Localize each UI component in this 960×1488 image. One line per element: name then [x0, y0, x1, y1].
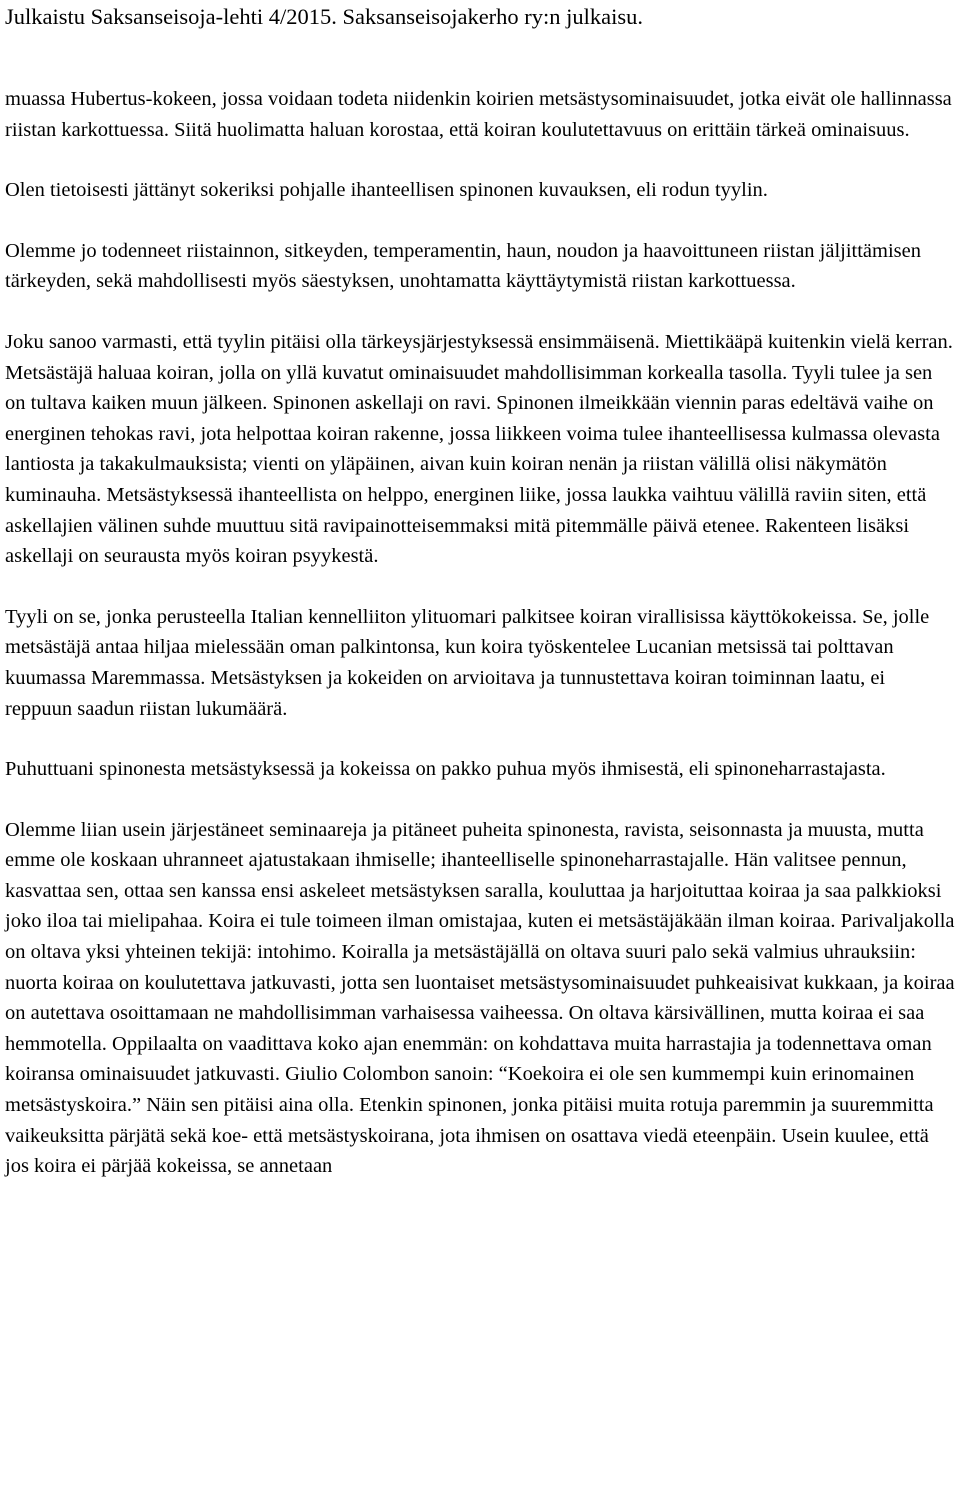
paragraph-3: Olemme jo todenneet riistainnon, sitkeyden, temperamentin, haun, noudon ja haavoittuneen riistan jäljittämisen tärkeyden, sekä mahdollisesti myös säestyksen, unohtamatta käyttäytymistä riistan karkottuessa. [5, 239, 922, 293]
paragraph-7: Olemme liian usein järjestäneet seminaareja ja pitäneet puheita spinonesta, ravista, seisonnasta ja muusta, mutta emme ole koskaan uhranneet ajatustakaan ihmiselle; ihanteelliselle spinoneharrastajalle. Hän valitsee pennun, kasvattaa sen, ottaa sen kanssa ensi askeleet metsästyksen saralla, kouluttaa ja harjoituttaa koiraa ja saa palkkioksi joko iloa tai mielipahaa. Koira ei tule toimeen ilman omistajaa, kuten ei metsästäjäkään ilman koiraa. Parivaljakolla on oltava yksi yhteinen tekijä: intohimo. Koiralla ja metsästäjällä on oltava suuri palo sekä valmius uhrauksiin: nuorta koiraa on koulutettava jatkuvasti, jotta sen luontaiset metsästysominaisuudet puhkeaisivat kukkaan, ja koiraa on autettava osoittamaan ne mahdollisimman varhaisessa vaiheessa. On oltava kärsivällinen, mutta koiraa ei saa hemmotella. Oppilaalta on vaadittava koko ajan enemmän: on kohdattava muita harrastajia ja todennettava oman koiransa ominaisuudet jatkuvasti. Giulio Colombon sanoin: “Koekoira ei ole sen kummempi kuin erinomainen metsästyskoira.” Näin sen pitäisi aina olla. Etenkin spinonen, jonka pitäisi muita rotuja paremmin ja suuremmitta vaikeuksitta pärjätä sekä koe- että metsästyskoirana, jota ihmisen on osattava viedä eteenpäin. Usein kuulee, että jos koira ei pärjää kokeissa, se annetaan [5, 818, 955, 1178]
spacer [5, 572, 955, 602]
spacer [5, 31, 955, 84]
spacer [5, 145, 955, 175]
spacer [5, 206, 955, 236]
spacer [5, 785, 955, 815]
spacer [5, 297, 955, 327]
paragraph-4: Joku sanoo varmasti, että tyylin pitäisi olla tärkeysjärjestyksessä ensimmäisenä. Miettikääpä kuitenkin vielä kerran. Metsästäjä haluaa koiran, jolla on yllä kuvatut ominaisuudet mahdollisimman korkealla tasolla. Tyyli tulee ja sen on tultava kaiken muun jälkeen. Spinonen askellaji on ravi. Spinonen ilmeikkään viennin paras edeltävä vaihe on energinen tehokas ravi, jota helpottaa koiran rakenne, jossa liikkeen voima tulee ihanteellisessa kulmassa olevasta lantiosta ja takakulmauksista; vienti on yläpäinen, aivan kuin koiran nenän ja riistan välillä olisi näkymätön kuminauha. Metsästyksessä ihanteellista on helppo, energinen liike, jossa laukka vaihtuu välillä raviin siten, että askellajien välinen suhde muuttuu sitä ravipainotteisemmaksi mitä pitemmälle päivä etenee. Rakenteen lisäksi askellaji on seurausta myös koiran psyykestä. [5, 330, 953, 568]
paragraph-6: Puhuttuani spinonesta metsästyksessä ja kokeissa on pakko puhua myös ihmisestä, eli spinoneharrastajasta. [5, 758, 886, 781]
paragraph-1: muassa Hubertus-kokeen, jossa voidaan todeta niidenkin koirien metsästysominaisuudet, jotka eivät ole hallinnassa riistan karkottuessa. Siitä huolimatta haluan korostaa, että koiran koulutettavuus on erittäin tärkeä ominaisuus. [5, 88, 952, 141]
document-page [5, 0, 955, 1182]
publication-header: Julkaistu Saksanseisoja-lehti 4/2015. Saksanseisojakerho ry:n julkaisu. [5, 4, 644, 29]
paragraph-5: Tyyli on se, jonka perusteella Italian kennelliiton ylituomari palkitsee koiran virallisissa käyttökokeissa. Se, jolle metsästäjä antaa hiljaa mielessään oman palkintonsa, kun koira työskentelee Lucanian metsissä tai polttavan kuumassa Maremmassa. Metsästyksen ja kokeiden on arvioitava ja tunnustettava koiran toiminnan laatu, ei reppuun saadun riistan lukumäärä. [5, 605, 930, 720]
paragraph-2: Olen tietoisesti jättänyt sokeriksi pohjalle ihanteellisen spinonen kuvauksen, eli rodun tyylin. [5, 179, 768, 202]
spacer [5, 724, 955, 754]
